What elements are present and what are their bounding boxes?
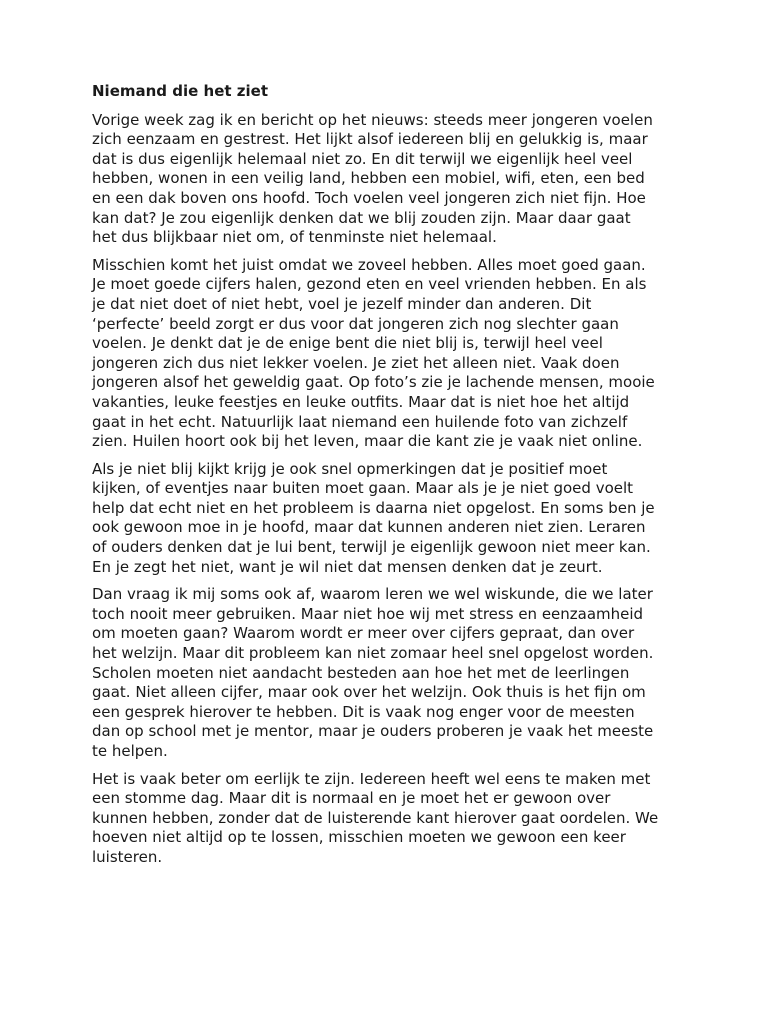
text-line: om moeten gaan? Waarom wordt er meer over cijfers gepraat, dan over: [92, 624, 635, 643]
text-line: voelen. Je denkt dat je de enige bent die niet blij is, terwijl heel veel: [92, 334, 603, 353]
text-line: je dat niet doet of niet hebt, voel je jezelf minder dan anderen. Dit: [92, 294, 592, 313]
text-line: het welzijn. Maar dit probleem kan niet zomaar heel snel opgelost worden.: [92, 644, 654, 663]
text-line: luisteren.: [92, 847, 163, 866]
document-title: Niemand die het ziet: [92, 82, 268, 100]
text-line: het dus blijkbaar niet om, of tenminste niet helemaal.: [92, 228, 497, 247]
text-line: en een dak boven ons hoofd. Toch voelen veel jongeren zich niet fijn. Hoe: [92, 188, 646, 207]
text-line: Misschien komt het juist omdat we zoveel hebben. Alles moet goed gaan.: [92, 255, 646, 274]
text-line: Scholen moeten niet aandacht besteden aan hoe het met de leerlingen: [92, 663, 630, 682]
paragraph-3: [92, 460, 686, 578]
text-line: of ouders denken dat je lui bent, terwijl je eigenlijk gewoon niet meer kan.: [92, 538, 651, 557]
text-line: dan op school met je mentor, maar je ouders proberen je vaak het meeste: [92, 722, 654, 741]
text-line: Dan vraag ik mij soms ook af, waarom leren we wel wiskunde, die we later: [92, 585, 653, 604]
text-line: zich eenzaam en gestrest. Het lijkt alsof iedereen blij en gelukkig is, maar: [92, 130, 648, 149]
paragraph-5: [92, 770, 686, 868]
document-body: [92, 111, 686, 868]
text-line: help dat echt niet en het probleem is daarna niet opgelost. En soms ben je: [92, 498, 655, 517]
document-page: [92, 82, 686, 876]
text-line: toch nooit meer gebruiken. Maar niet hoe wij met stress en eenzaamheid: [92, 604, 644, 623]
text-line: zien. Huilen hoort ook bij het leven, maar die kant zie je vaak niet online.: [92, 432, 643, 451]
text-line: vakanties, leuke feestjes en leuke outfits. Maar dat is niet hoe het altijd: [92, 392, 630, 411]
text-line: Vorige week zag ik en bericht op het nieuws: steeds meer jongeren voelen: [92, 110, 653, 129]
text-line: kijken, of eventjes naar buiten moet gaan. Maar als je je niet goed voelt: [92, 479, 634, 498]
text-line: een gesprek hierover te hebben. Dit is vaak nog enger voor de meesten: [92, 702, 635, 721]
text-line: hebben, wonen in een veilig land, hebben een mobiel, wifi, eten, een bed: [92, 169, 645, 188]
paragraph-1: [92, 111, 686, 248]
text-line: jongeren alsof het geweldig gaat. Op foto’s zie je lachende mensen, mooie: [92, 373, 655, 392]
paragraph-4: [92, 585, 686, 761]
text-line: gaat in het echt. Natuurlijk laat niemand een huilende foto van zichzelf: [92, 412, 628, 431]
text-line: kan dat? Je zou eigenlijk denken dat we blij zouden zijn. Maar daar gaat: [92, 208, 631, 227]
text-line: Je moet goede cijfers halen, gezond eten en veel vrienden hebben. En als: [92, 275, 647, 294]
text-line: Als je niet blij kijkt krijg je ook snel opmerkingen dat je positief moet: [92, 459, 608, 478]
paragraph-2: [92, 256, 686, 452]
text-line: ook gewoon moe in je hoofd, maar dat kunnen anderen niet zien. Leraren: [92, 518, 646, 537]
text-line: hoeven niet altijd op te lossen, misschien moeten we gewoon een keer: [92, 828, 626, 847]
text-line: te helpen.: [92, 742, 168, 760]
text-line: En je zegt het niet, want je wil niet dat mensen denken dat je zeurt.: [92, 557, 603, 576]
text-line: gaat. Niet alleen cijfer, maar ook over het welzijn. Ook thuis is het fijn om: [92, 683, 646, 702]
text-line: Het is vaak beter om eerlijk te zijn. Iedereen heeft wel eens te maken met: [92, 769, 651, 788]
text-line: een stomme dag. Maar dit is normaal en je moet het er gewoon over: [92, 789, 611, 808]
text-line: jongeren zich dus niet lekker voelen. Je ziet het alleen niet. Vaak doen: [92, 353, 620, 372]
text-line: ‘perfecte’ beeld zorgt er dus voor dat jongeren zich nog slechter gaan: [92, 314, 619, 333]
text-line: dat is dus eigenlijk helemaal niet zo. En dit terwijl we eigenlijk heel veel: [92, 149, 633, 168]
text-line: kunnen hebben, zonder dat de luisterende kant hierover gaat oordelen. We: [92, 808, 659, 827]
